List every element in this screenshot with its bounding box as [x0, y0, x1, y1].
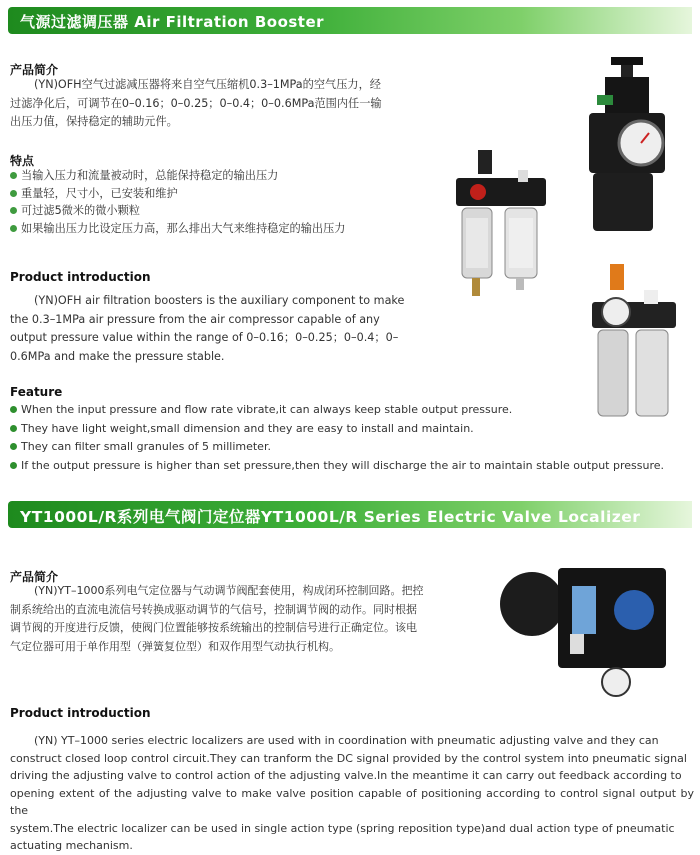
section1-cn-intro [10, 76, 430, 132]
cn-intro-line: 制系统给出的直流电流信号转换成驱动调节的气信号，控制调节阀的动作。同时根据 [10, 602, 417, 616]
en-intro-line: construct closed loop control circuit.They can tranform the DC signal provided by the control system into pneumatic signal [10, 751, 687, 765]
list-item: 如果输出压力比设定压力高，那么排出大气来维持稳定的输出压力 [10, 220, 345, 238]
section1-en-features [10, 401, 664, 475]
section1-en-intro-heading: Product introduction [10, 270, 151, 284]
valve-positioner-image [498, 560, 670, 700]
cn-intro-line: 出压力值，保持稳定的辅助元件。 [10, 115, 178, 129]
en-intro-line: output pressure value within the range of 0–0.16；0–0.25；0–0.4；0– [10, 331, 399, 345]
section2-cn-intro [10, 582, 480, 656]
cn-intro-line: 过滤净化后，可调节在0–0.16；0–0.25；0–0.4；0–0.6MPa范围内任一输 [10, 96, 382, 110]
bullet-icon [10, 225, 17, 232]
bullet-icon [10, 443, 17, 450]
en-intro-line: opening extent of the adjusting valve to make valve position capable of positioning according to control signal output by the [10, 786, 694, 817]
section2-title: YT1000L/R系列电气阀门定位器YT1000L/R Series Electric Valve Localizer [20, 508, 641, 526]
section2-cn-intro-heading: 产品简介 [10, 570, 59, 584]
bullet-icon [10, 190, 17, 197]
bullet-icon [10, 172, 17, 179]
cn-intro-line: 调节阀的开度进行反馈，使阀门位置能够按系统输出的控制信号进行正确定位。该电 [10, 621, 417, 635]
cn-intro-line: (YN)OFH空气过滤减压器将来自空气压缩机0.3–1MPa的空气压力，经 [34, 78, 381, 91]
air-regulator-image [583, 55, 671, 235]
frl-unit-image [590, 262, 678, 422]
section1-title: 气源过滤调压器 Air Filtration Booster [20, 13, 325, 31]
en-intro-line: driving the adjusting valve to control action of the adjusting valve.In the meantime it can carry out feedback according to [10, 769, 682, 782]
list-item: 重量轻，尺寸小，已安装和维护 [10, 185, 345, 203]
section1-cn-features [10, 167, 345, 237]
section1-en-feature-heading: Feature [10, 385, 63, 399]
cn-intro-line: (YN)YT–1000系列电气定位器与气动调节阀配套使用，构成闭环控制回路。把控 [34, 584, 424, 597]
section1-cn-intro-heading: 产品简介 [10, 63, 59, 77]
en-intro-line: (YN)OFH air filtration boosters is the auxiliary component to make [34, 294, 405, 307]
section1-en-intro [10, 292, 420, 366]
en-intro-line: actuating mechanism. [10, 839, 133, 852]
list-item: If the output pressure is higher than set pressure,then they will discharge the air to maintain stable output pressure. [10, 457, 664, 476]
list-item: 当输入压力和流量被动时，总能保持稳定的输出压力 [10, 167, 345, 185]
cn-intro-line: 气定位器可用于单作用型（弹簧复位型）和双作用型气动执行机构。 [10, 639, 340, 653]
section2-en-intro-heading: Product introduction [10, 706, 151, 720]
bullet-icon [10, 462, 17, 469]
section2-en-intro [10, 732, 694, 855]
list-item: They have light weight,small dimension and they are easy to install and maintain. [10, 420, 664, 439]
list-item: 可过滤5微米的微小颗粒 [10, 202, 345, 220]
en-intro-line: the 0.3–1MPa air pressure from the air compressor capable of any [10, 312, 380, 326]
en-intro-line: (YN) YT–1000 series electric localizers are used with in coordination with pneumatic adjusting valve and they can [34, 734, 659, 747]
en-intro-line: 0.6MPa and make the pressure stable. [10, 349, 225, 363]
list-item: They can filter small granules of 5 millimeter. [10, 438, 664, 457]
list-item: When the input pressure and flow rate vibrate,it can always keep stable output pressure. [10, 401, 664, 420]
filter-regulator-pair-image [450, 148, 550, 303]
en-intro-line: system.The electric localizer can be used in single action type (spring reposition type)and dual action type of pneumatic [10, 821, 675, 835]
bullet-icon [10, 425, 17, 432]
section1-banner [8, 7, 692, 34]
section1-cn-feature-heading: 特点 [10, 154, 35, 168]
section2-banner [8, 501, 692, 528]
bullet-icon [10, 207, 17, 214]
bullet-icon [10, 406, 17, 413]
